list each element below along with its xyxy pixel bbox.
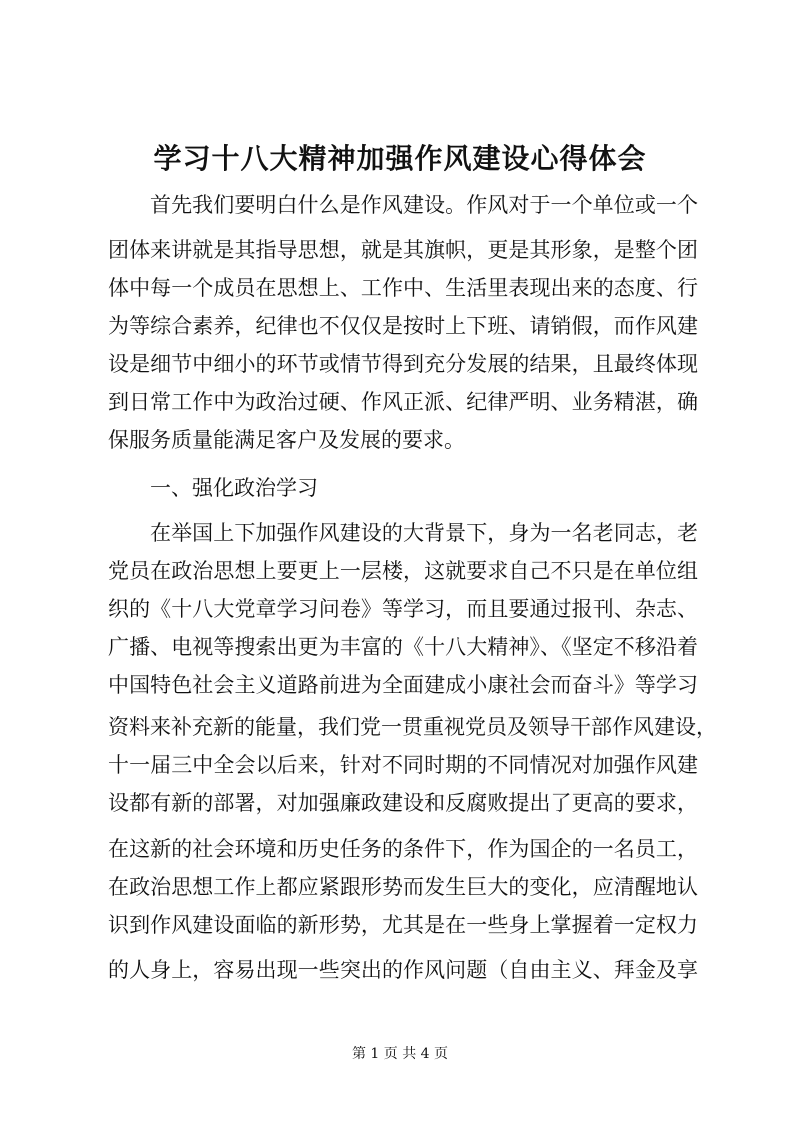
page-number: 第 1 页 共 4 页 <box>351 1046 449 1062</box>
paragraph-line: 设都有新的部署，对加强廉政建设和反腐败提出了更高的要求， <box>108 791 698 815</box>
paragraph-line: 为等综合素养，纪律也不仅仅是按时上下班、请销假，而作风建 <box>108 314 698 338</box>
section-heading: 一、强化政治学习 <box>150 476 318 500</box>
paragraph-line: 到日常工作中为政治过硬、作风正派、纪律严明、业务精湛，确 <box>108 390 698 414</box>
paragraph-line: 首先我们要明白什么是作风建设。作风对于一个单位或一个 <box>150 193 698 217</box>
paragraph-line: 在政治思想工作上都应紧跟形势而发生巨大的变化，应清醒地认 <box>108 875 698 899</box>
document-title: 学习十八大精神加强作风建设心得体会 <box>153 142 647 175</box>
paragraph-line: 在举国上下加强作风建设的大背景下，身为一名老同志，老 <box>150 521 698 545</box>
paragraph-line: 十一届三中全会以后来，针对不同时期的不同情况对加强作风建 <box>108 753 698 777</box>
paragraph-line: 体中每一个成员在思想上、工作中、生活里表现出来的态度、行 <box>108 276 698 300</box>
paragraph-line: 织的《十八大党章学习问卷》等学习，而且要通过报刊、杂志、 <box>108 597 698 621</box>
paragraph-line: 资料来补充新的能量，我们党一贯重视党员及领导干部作风建设， <box>108 715 717 739</box>
paragraph-line: 设是细节中细小的环节或情节得到充分发展的结果，且最终体现 <box>108 352 698 376</box>
paragraph-line: 中国特色社会主义道路前进为全面建成小康社会而奋斗》等学习 <box>108 673 698 697</box>
paragraph-line: 党员在政治思想上要更上一层楼，这就要求自己不只是在单位组 <box>108 559 698 583</box>
paragraph-line: 团体来讲就是其指导思想，就是其旗帜，更是其形象，是整个团 <box>108 238 698 262</box>
paragraph-line: 广播、电视等搜索出更为丰富的《十八大精神》、《坚定不移沿着 <box>108 635 698 659</box>
paragraph-line: 在这新的社会环境和历史任务的条件下，作为国企的一名员工， <box>108 837 698 861</box>
paragraph-line: 保服务质量能满足客户及发展的要求。 <box>108 428 465 452</box>
paragraph-line: 的人身上，容易出现一些突出的作风问题（自由主义、拜金及享 <box>108 958 698 982</box>
paragraph-line: 识到作风建设面临的新形势，尤其是在一些身上掌握着一定权力 <box>108 913 698 937</box>
